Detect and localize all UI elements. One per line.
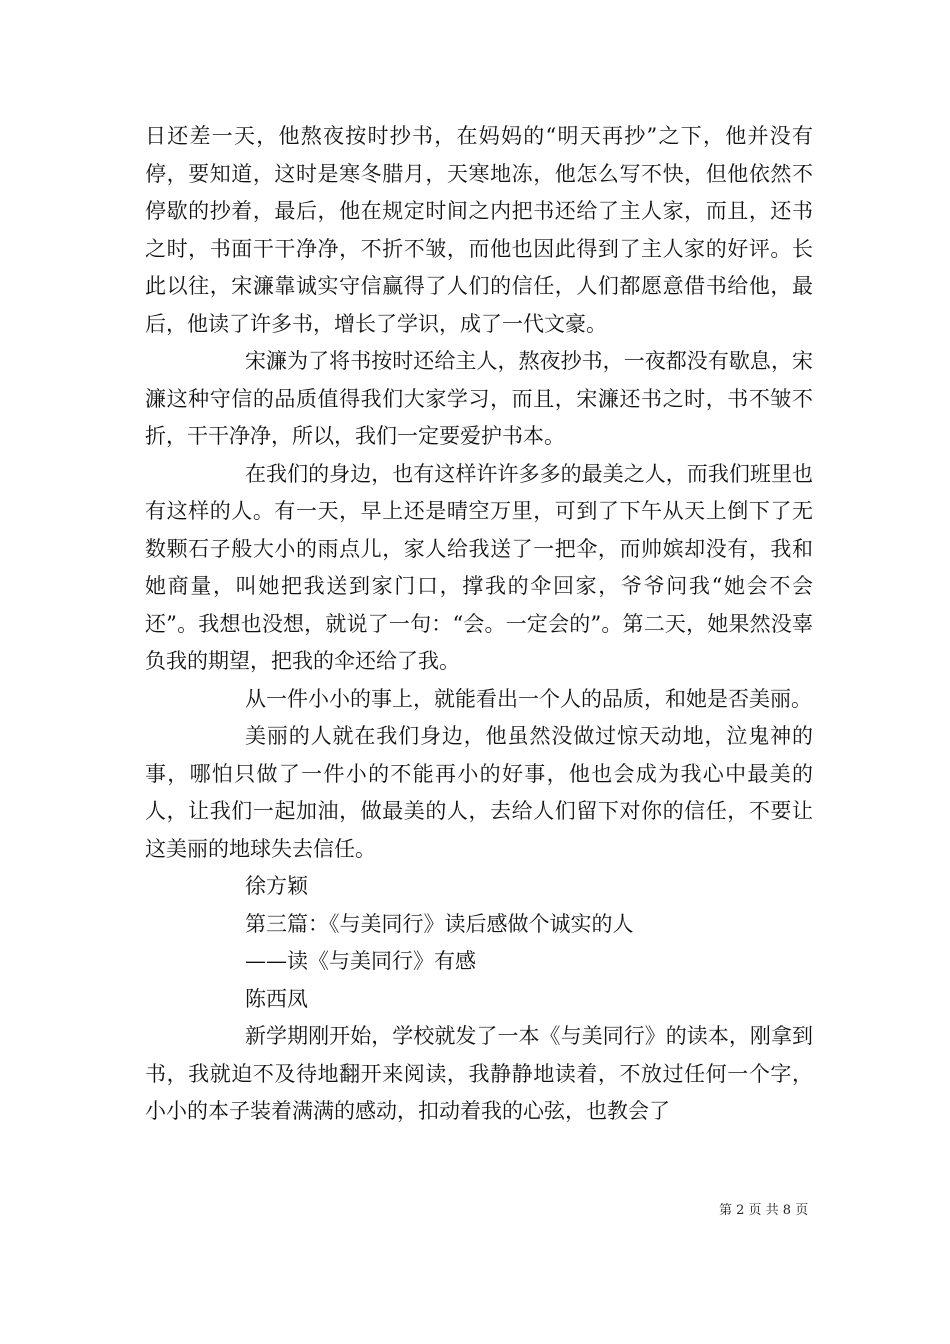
author-name: 徐方颖	[245, 874, 308, 898]
paragraph-songlian-reflection: 宋濂为了将书按时还给主人，熬夜抄书，一夜都没有歇息，宋濂这种守信的品质值得我们大家学习，而且，宋濂还书之时，书不皱不折，干干净净，所以，我们一定要爱护书本。	[145, 349, 813, 448]
paragraph-classmate-story: 在我们的身边，也有这样许许多多的最美之人，而我们班里也有这样的人。有一天，早上还是晴空万里，可到了下午从天上倒下了无数颗石子般大小的雨点儿，家人给我送了一把伞，而帅嫔却没有，我和她商量，叫她把我送到家门口，撑我的伞回家，爷爷问我“她会不会还”。我想也没想，就说了一句：“会。一定会的”。第二天，她果然没辜负我的期望，把我的伞还给了我。	[145, 461, 813, 673]
section-subtitle: ——读《与美同行》有感	[245, 949, 476, 973]
section-author: 陈西凤	[245, 986, 308, 1011]
document-body	[145, 118, 813, 1131]
paragraph-new-semester: 新学期刚开始，学校就发了一本《与美同行》的读本，刚拿到书，我就迫不及待地翻开来阅读，我静静地读着，不放过任何一个字，小小的本子装着满满的感动，扣动着我的心弦，也教会了	[145, 1024, 813, 1123]
paragraph-character: 从一件小小的事上，就能看出一个人的品质，和她是否美丽。	[245, 686, 812, 711]
section-title: 第三篇：《与美同行》读后感做个诚实的人	[245, 911, 634, 936]
page-number-footer: 第 2 页 共 8 页	[719, 1203, 809, 1218]
paragraph-conclusion: 美丽的人就在我们身边，他虽然没做过惊天动地，泣鬼神的事，哪怕只做了一件小的不能再小的好事，他也会成为我心中最美的人，让我们一起加油，做最美的人，去给人们留下对你的信任，不要让这美丽的地球失去信任。	[145, 724, 813, 861]
paragraph-continuation: 日还差一天，他熬夜按时抄书，在妈妈的“明天再抄”之下，他并没有停，要知道，这时是寒冬腊月，天寒地冻，他怎么写不快，但他依然不停歇的抄着，最后，他在规定时间之内把书还给了主人家，而且，还书之时，书面干干净净，不折不皱，而他也因此得到了主人家的好评。长此以往，宋濂靠诚实守信赢得了人们的信任，人们都愿意借书给他，最后，他读了许多书，增长了学识，成了一代文豪。	[145, 124, 813, 336]
